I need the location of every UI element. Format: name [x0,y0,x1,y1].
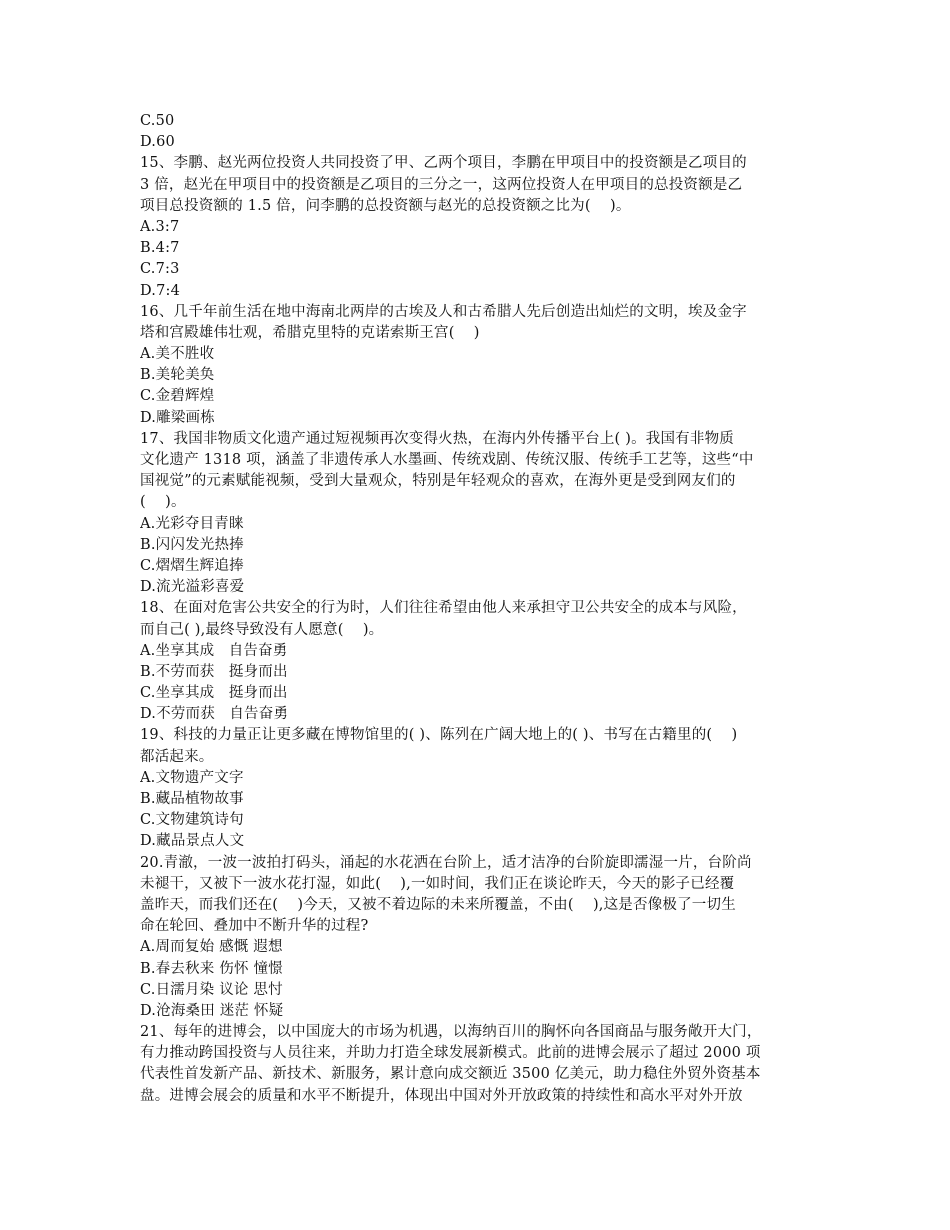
text-line: C.熠熠生辉追捧 [140,557,244,574]
text-line: A.光彩夺目青睐 [140,515,244,532]
text-line: 17、我国非物质文化遗产通过短视频再次变得火热，在海内外传播平台上( )。我国有非物质 [140,430,734,447]
text-line: D.雕梁画栋 [140,409,215,426]
text-line: D.60 [140,134,175,151]
text-line: 盖昨天，而我们还在( )今天，又被不着边际的未来所覆盖，不由( ),这是否像极了一切生 [140,896,736,913]
text-line: 15、李鹏、赵光两位投资人共同投资了甲、乙两个项目，李鹏在甲项目中的投资额是乙项目的 [140,155,747,172]
text-line: C.坐享其成 挺身而出 [140,685,288,702]
text-line: A.3:7 [140,218,180,235]
text-line: 盘。进博会展会的质量和水平不断提升，体现出中国对外开放政策的持续性和高水平对外开放 [140,1087,743,1104]
text-line: C.日濡月染 议论 思忖 [140,981,283,998]
text-line: 3 倍，赵光在甲项目中的投资额是乙项目的三分之一，这两位投资人在甲项目的总投资额是乙 [140,176,743,193]
text-line: 都活起来。 [140,748,214,765]
text-line: D.藏品景点人文 [140,833,245,850]
text-line: B.藏品植物故事 [140,791,244,807]
text-line: 16、几千年前生活在地中海南北两岸的古埃及人和古希腊人先后创造出灿烂的文明，埃及金字 [140,303,747,320]
text-line: C.文物建筑诗句 [140,812,244,829]
text-line: B.4:7 [140,240,180,257]
text-line: 20.青澈，一波一波拍打码头，涌起的水花洒在台阶上，适才洁净的台阶旋即濡湿一片，台阶尚 [140,854,752,871]
text-line: B.美轮美奂 [140,367,215,384]
text-line: A.文物遗产文字 [140,769,244,786]
text-line: B.春去秋来 伤怀 憧憬 [140,960,283,977]
text-line: D.沧海桑田 迷茫 怀疑 [140,1002,284,1019]
document-body [140,111,816,1107]
text-line: 塔和宫殿雄伟壮观，希腊克里特的克诺索斯王宫( ) [140,324,480,341]
text-line: 18、在面对危害公共安全的行为时，人们往往希望由他人来承担守卫公共安全的成本与风险， [140,600,747,617]
text-line: 未褪干，又被下一波水花打湿，如此( ),一如时间，我们正在谈论昨天，今天的影子已经覆 [140,875,735,892]
text-line: 命在轮回、叠加中不断升华的过程? [140,918,369,935]
text-line: B.闪闪发光热捧 [140,536,244,553]
text-line: D.流光溢彩喜爱 [140,579,245,596]
text-line: 19、科技的力量正让更多藏在博物馆里的( )、陈列在广阔大地上的( )、书写在古籍里的( ) [140,727,738,744]
text-line: 文化遗产 1318 项，涵盖了非遗传承人水墨画、传统戏剧、传统汉服、传统手工艺等，这些“中 [140,452,754,468]
text-line: A.坐享其成 自告奋勇 [140,642,288,659]
text-line: 项目总投资额的 1.5 倍，问李鹏的总投资额与赵光的总投资额之比为( )。 [140,197,631,214]
text-line: B.不劳而获 挺身而出 [140,663,288,680]
text-line: 代表性首发新产品、新技术、新服务，累计意向成交额近 3500 亿美元，助力稳住外贸外资基本 [140,1066,761,1083]
text-line: ( )。 [140,494,186,511]
text-line: D.不劳而获 自告奋勇 [140,706,289,723]
text-line: C.50 [140,113,175,129]
text-line: C.7:3 [140,261,180,278]
text-line: A.美不胜收 [140,346,215,363]
text-line: 有力推动跨国投资与人员往来，并助力打造全球发展新模式。此前的进博会展示了超过 2000 项 [140,1045,761,1062]
text-line: C.金碧辉煌 [140,388,215,405]
text-line: 21、每年的进博会，以中国庞大的市场为机遇，以海纳百川的胸怀向各国商品与服务敞开大门， [140,1024,762,1041]
text-line: 国视觉”的元素赋能视频，受到大量观众，特别是年轻观众的喜欢，在海外更是受到网友们的 [140,473,736,490]
text-line: D.7:4 [140,282,181,299]
text-line: 而自己( ),最终导致没有人愿意( )。 [140,621,384,638]
text-line: A.周而复始 感慨 遐想 [140,939,283,956]
